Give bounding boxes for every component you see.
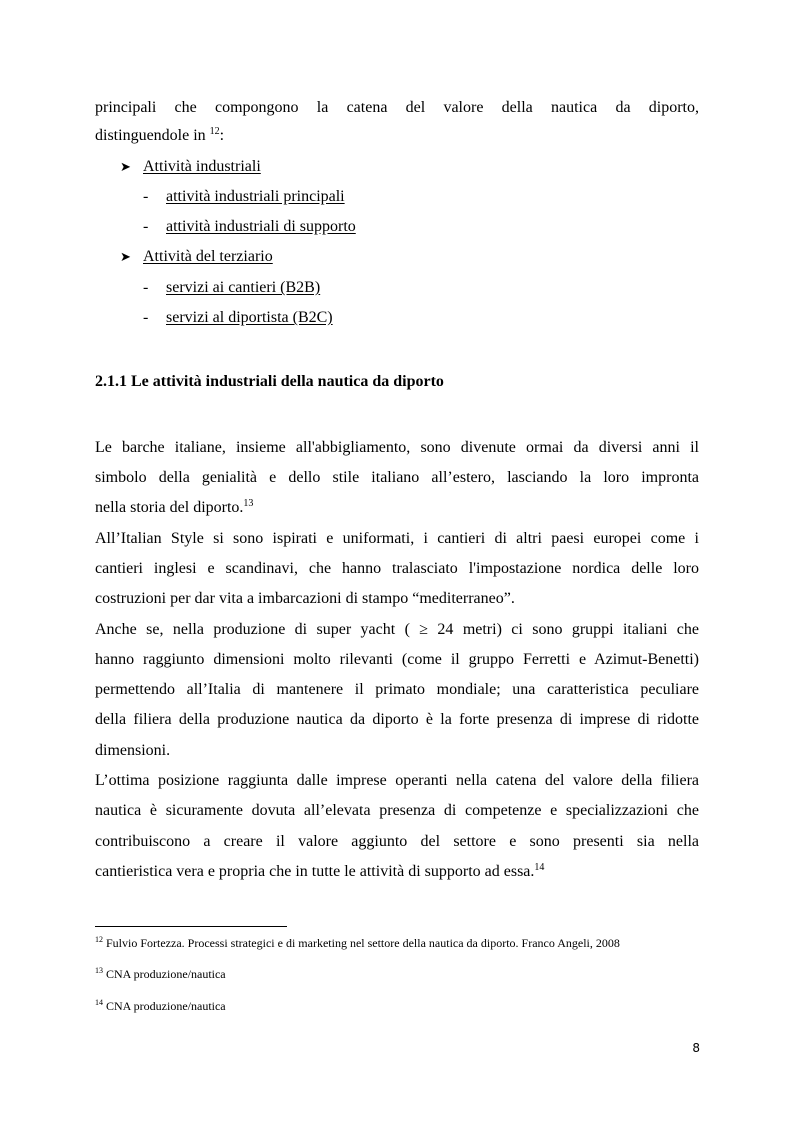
dash-bullet: - bbox=[143, 188, 149, 205]
footnote-ref-14[interactable]: 14 bbox=[534, 862, 545, 873]
list-item-industrial: Attività industriali bbox=[143, 158, 261, 175]
p3-line-4: della filiera della produzione nautica da diporto è la forte presenza di imprese di ridotte bbox=[95, 711, 699, 728]
p2-line-3: costruzioni per dar vita a imbarcazioni di stampo “mediterraneo”. bbox=[95, 590, 515, 607]
p3-line-1: Anche se, nella produzione di super yacht ( ≥ 24 metri) ci sono gruppi italiani che bbox=[95, 621, 699, 638]
footnote-14: $^{14}$ CNA produzione/nautica bbox=[95, 998, 226, 1013]
section-heading: 2.1.1 Le attività industriali della nautica da diporto bbox=[95, 373, 444, 390]
p4-line-1: L’ottima posizione raggiunta dalle imprese operanti nella catena del valore della filiera bbox=[95, 772, 699, 789]
p4-line-4: cantieristica vera e propria che in tutte le attività di supporto ad essa.$^{14}$ bbox=[95, 862, 545, 880]
p2-line-1: All’Italian Style si sono ispirati e uniformati, i cantieri di altri paesi europei come i bbox=[95, 530, 699, 547]
subitem-b2b: servizi ai cantieri (B2B) bbox=[166, 279, 321, 296]
p1-line-2: simbolo della genialità e dello stile italiano all’estero, lasciando la loro impronta bbox=[95, 469, 699, 486]
p3-line-2: hanno raggiunto dimensioni molto rilevanti (come il gruppo Ferretti e Azimut-Benetti) bbox=[95, 651, 699, 668]
p3-line-3: permettendo all’Italia di mantenere il primato mondiale; una caratteristica peculiare bbox=[95, 681, 699, 698]
subitem-industrial-main: attività industriali principali bbox=[166, 188, 345, 205]
footnote-separator bbox=[95, 926, 287, 927]
intro-line-2: distinguendole in $^{12}$: bbox=[95, 126, 225, 144]
page-number: 8 bbox=[692, 1041, 700, 1055]
footnote-12: $^{12}$ Fulvio Fortezza. Processi strategici e di marketing nel settore della nautica da diporto. Franco Angeli, 2008 bbox=[95, 935, 620, 950]
p3-line-5: dimensioni. bbox=[95, 742, 171, 759]
arrow-bullet-icon: ➤ bbox=[120, 249, 131, 264]
p4-line-2: nautica è sicuramente dovuta all’elevata presenza di competenze e specializzazioni che bbox=[95, 802, 699, 819]
p2-line-2: cantieri inglesi e scandinavi, che hanno tralasciato l'impostazione nordica delle loro bbox=[95, 560, 699, 577]
dash-bullet: - bbox=[143, 218, 149, 235]
subitem-b2c: servizi al diportista (B2C) bbox=[166, 309, 333, 326]
footnote-13: $^{13}$ CNA produzione/nautica bbox=[95, 966, 226, 981]
subitem-industrial-support: attività industriali di supporto bbox=[166, 218, 356, 235]
footnote-ref-12[interactable]: 12 bbox=[209, 126, 220, 137]
intro-line-1: principali che compongono la catena del valore della nautica da diporto, bbox=[95, 99, 699, 116]
p1-line-3: nella storia del diporto.$^{13}$ bbox=[95, 498, 254, 516]
list-item-tertiary: Attività del terziario bbox=[143, 248, 273, 265]
arrow-bullet-icon: ➤ bbox=[120, 159, 131, 174]
footnote-ref-13[interactable]: 13 bbox=[243, 498, 254, 509]
dash-bullet: - bbox=[143, 309, 149, 326]
dash-bullet: - bbox=[143, 279, 149, 296]
p4-line-3: contribuiscono a creare il valore aggiunto del settore e sono presenti sia nella bbox=[95, 833, 699, 850]
p1-line-1: Le barche italiane, insieme all'abbigliamento, sono divenute ormai da diversi anni il bbox=[95, 439, 699, 456]
